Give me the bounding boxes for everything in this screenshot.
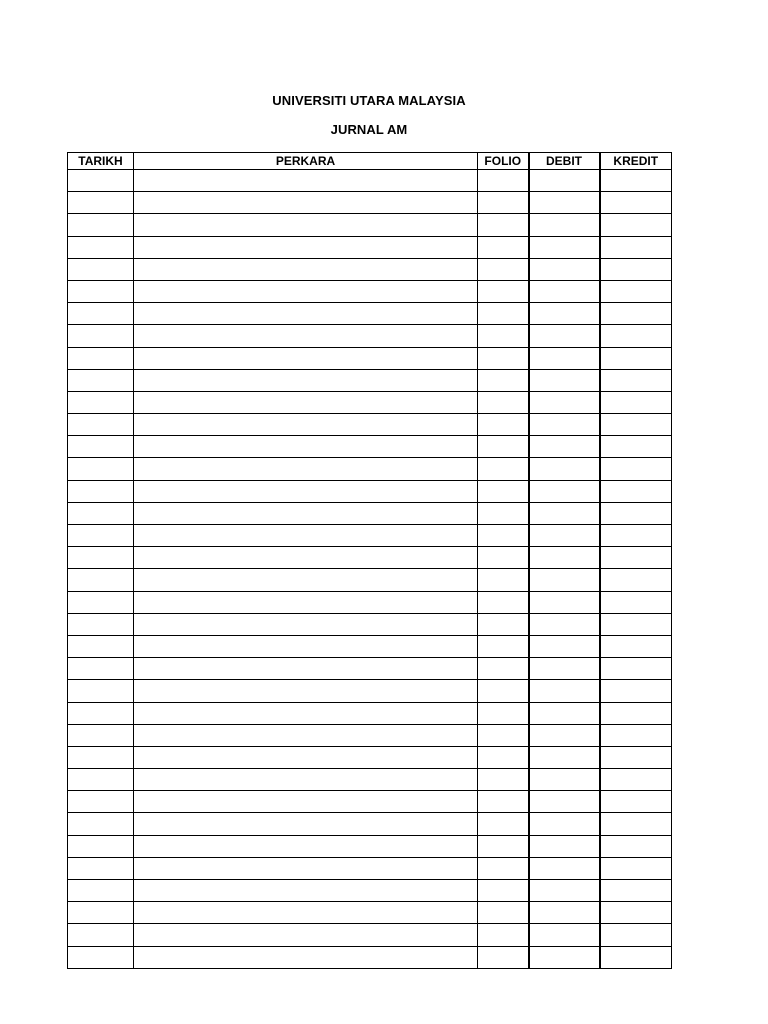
cell-kredit[interactable] <box>600 680 672 702</box>
cell-folio[interactable] <box>478 658 529 680</box>
column-header-debit: DEBIT <box>529 153 600 170</box>
cell-tarikh[interactable] <box>68 635 134 657</box>
cell-perkara[interactable] <box>134 236 478 258</box>
cell-tarikh[interactable] <box>68 391 134 413</box>
cell-debit[interactable] <box>529 170 600 192</box>
cell-debit[interactable] <box>529 414 600 436</box>
cell-folio[interactable] <box>478 835 529 857</box>
cell-perkara[interactable] <box>134 369 478 391</box>
cell-folio[interactable] <box>478 458 529 480</box>
cell-kredit[interactable] <box>600 280 672 302</box>
column-header-tarikh: TARIKH <box>68 153 134 170</box>
cell-debit[interactable] <box>529 236 600 258</box>
cell-perkara[interactable] <box>134 280 478 302</box>
cell-perkara[interactable] <box>134 946 478 968</box>
cell-tarikh[interactable] <box>68 325 134 347</box>
cell-perkara[interactable] <box>134 680 478 702</box>
cell-tarikh[interactable] <box>68 569 134 591</box>
cell-folio[interactable] <box>478 880 529 902</box>
cell-kredit[interactable] <box>600 391 672 413</box>
cell-tarikh[interactable] <box>68 436 134 458</box>
cell-debit[interactable] <box>529 347 600 369</box>
cell-perkara[interactable] <box>134 591 478 613</box>
cell-debit[interactable] <box>529 525 600 547</box>
cell-debit[interactable] <box>529 303 600 325</box>
cell-tarikh[interactable] <box>68 303 134 325</box>
column-header-kredit: KREDIT <box>600 153 672 170</box>
table-header-row <box>68 153 672 170</box>
cell-perkara[interactable] <box>134 391 478 413</box>
cell-tarikh[interactable] <box>68 835 134 857</box>
cell-tarikh[interactable] <box>68 613 134 635</box>
cell-debit[interactable] <box>529 946 600 968</box>
cell-kredit[interactable] <box>600 325 672 347</box>
table-row <box>68 724 672 746</box>
cell-kredit[interactable] <box>600 658 672 680</box>
cell-tarikh[interactable] <box>68 680 134 702</box>
cell-perkara[interactable] <box>134 414 478 436</box>
cell-tarikh[interactable] <box>68 880 134 902</box>
table-row <box>68 813 672 835</box>
cell-tarikh[interactable] <box>68 791 134 813</box>
table-row <box>68 746 672 768</box>
cell-tarikh[interactable] <box>68 170 134 192</box>
table-row <box>68 525 672 547</box>
cell-perkara[interactable] <box>134 258 478 280</box>
cell-kredit[interactable] <box>600 924 672 946</box>
cell-folio[interactable] <box>478 303 529 325</box>
cell-tarikh[interactable] <box>68 946 134 968</box>
cell-tarikh[interactable] <box>68 902 134 924</box>
cell-tarikh[interactable] <box>68 813 134 835</box>
cell-folio[interactable] <box>478 591 529 613</box>
cell-kredit[interactable] <box>600 880 672 902</box>
cell-folio[interactable] <box>478 214 529 236</box>
cell-kredit[interactable] <box>600 480 672 502</box>
cell-debit[interactable] <box>529 791 600 813</box>
cell-debit[interactable] <box>529 192 600 214</box>
cell-perkara[interactable] <box>134 902 478 924</box>
cell-kredit[interactable] <box>600 857 672 879</box>
cell-perkara[interactable] <box>134 347 478 369</box>
cell-perkara[interactable] <box>134 924 478 946</box>
cell-folio[interactable] <box>478 635 529 657</box>
cell-debit[interactable] <box>529 746 600 768</box>
cell-perkara[interactable] <box>134 702 478 724</box>
cell-tarikh[interactable] <box>68 414 134 436</box>
table-row <box>68 369 672 391</box>
cell-debit[interactable] <box>529 769 600 791</box>
cell-kredit[interactable] <box>600 458 672 480</box>
cell-debit[interactable] <box>529 214 600 236</box>
cell-debit[interactable] <box>529 658 600 680</box>
cell-folio[interactable] <box>478 791 529 813</box>
table-row <box>68 414 672 436</box>
cell-folio[interactable] <box>478 702 529 724</box>
table-row <box>68 880 672 902</box>
cell-perkara[interactable] <box>134 613 478 635</box>
cell-debit[interactable] <box>529 880 600 902</box>
cell-perkara[interactable] <box>134 880 478 902</box>
cell-kredit[interactable] <box>600 591 672 613</box>
cell-kredit[interactable] <box>600 746 672 768</box>
cell-debit[interactable] <box>529 813 600 835</box>
table-row <box>68 613 672 635</box>
table-row <box>68 214 672 236</box>
cell-tarikh[interactable] <box>68 280 134 302</box>
cell-perkara[interactable] <box>134 214 478 236</box>
cell-debit[interactable] <box>529 391 600 413</box>
cell-tarikh[interactable] <box>68 924 134 946</box>
cell-kredit[interactable] <box>600 502 672 524</box>
cell-kredit[interactable] <box>600 414 672 436</box>
cell-tarikh[interactable] <box>68 347 134 369</box>
cell-debit[interactable] <box>529 569 600 591</box>
table-row <box>68 946 672 968</box>
cell-perkara[interactable] <box>134 746 478 768</box>
cell-kredit[interactable] <box>600 369 672 391</box>
cell-folio[interactable] <box>478 280 529 302</box>
cell-perkara[interactable] <box>134 791 478 813</box>
document-title: JURNAL AM <box>330 122 408 137</box>
table-row <box>68 170 672 192</box>
table-row <box>68 702 672 724</box>
cell-folio[interactable] <box>478 525 529 547</box>
cell-perkara[interactable] <box>134 547 478 569</box>
cell-debit[interactable] <box>529 924 600 946</box>
cell-kredit[interactable] <box>600 835 672 857</box>
cell-folio[interactable] <box>478 236 529 258</box>
cell-tarikh[interactable] <box>68 658 134 680</box>
cell-perkara[interactable] <box>134 436 478 458</box>
table-row <box>68 192 672 214</box>
column-header-perkara: PERKARA <box>134 153 478 170</box>
cell-debit[interactable] <box>529 258 600 280</box>
cell-folio[interactable] <box>478 902 529 924</box>
cell-perkara[interactable] <box>134 525 478 547</box>
cell-debit[interactable] <box>529 547 600 569</box>
cell-perkara[interactable] <box>134 170 478 192</box>
cell-perkara[interactable] <box>134 724 478 746</box>
cell-tarikh[interactable] <box>68 746 134 768</box>
table-row <box>68 325 672 347</box>
cell-debit[interactable] <box>529 702 600 724</box>
cell-folio[interactable] <box>478 547 529 569</box>
table-row <box>68 547 672 569</box>
cell-tarikh[interactable] <box>68 547 134 569</box>
cell-folio[interactable] <box>478 769 529 791</box>
cell-kredit[interactable] <box>600 613 672 635</box>
cell-folio[interactable] <box>478 680 529 702</box>
cell-debit[interactable] <box>529 680 600 702</box>
cell-tarikh[interactable] <box>68 769 134 791</box>
table-row <box>68 658 672 680</box>
cell-tarikh[interactable] <box>68 458 134 480</box>
cell-kredit[interactable] <box>600 946 672 968</box>
table-row <box>68 436 672 458</box>
cell-folio[interactable] <box>478 414 529 436</box>
table-row <box>68 258 672 280</box>
cell-kredit[interactable] <box>600 813 672 835</box>
table-row <box>68 569 672 591</box>
cell-kredit[interactable] <box>600 170 672 192</box>
cell-kredit[interactable] <box>600 769 672 791</box>
cell-tarikh[interactable] <box>68 525 134 547</box>
cell-perkara[interactable] <box>134 303 478 325</box>
cell-folio[interactable] <box>478 170 529 192</box>
cell-tarikh[interactable] <box>68 502 134 524</box>
cell-folio[interactable] <box>478 436 529 458</box>
table-row <box>68 502 672 524</box>
column-header-folio: FOLIO <box>478 153 529 170</box>
cell-folio[interactable] <box>478 192 529 214</box>
cell-folio[interactable] <box>478 391 529 413</box>
cell-tarikh[interactable] <box>68 214 134 236</box>
cell-tarikh[interactable] <box>68 591 134 613</box>
cell-debit[interactable] <box>529 480 600 502</box>
table-row <box>68 902 672 924</box>
organization-title: UNIVERSITI UTARA MALAYSIA <box>272 93 466 108</box>
cell-kredit[interactable] <box>600 258 672 280</box>
cell-kredit[interactable] <box>600 214 672 236</box>
table-row <box>68 924 672 946</box>
cell-debit[interactable] <box>529 613 600 635</box>
cell-kredit[interactable] <box>600 547 672 569</box>
table-row <box>68 591 672 613</box>
cell-debit[interactable] <box>529 591 600 613</box>
table-row <box>68 303 672 325</box>
cell-perkara[interactable] <box>134 635 478 657</box>
cell-folio[interactable] <box>478 480 529 502</box>
cell-perkara[interactable] <box>134 769 478 791</box>
cell-debit[interactable] <box>529 857 600 879</box>
cell-kredit[interactable] <box>600 347 672 369</box>
cell-debit[interactable] <box>529 436 600 458</box>
cell-perkara[interactable] <box>134 569 478 591</box>
cell-kredit[interactable] <box>600 724 672 746</box>
table-row <box>68 835 672 857</box>
table-row <box>68 391 672 413</box>
cell-debit[interactable] <box>529 635 600 657</box>
cell-folio[interactable] <box>478 502 529 524</box>
cell-folio[interactable] <box>478 325 529 347</box>
table-row <box>68 480 672 502</box>
cell-tarikh[interactable] <box>68 192 134 214</box>
cell-tarikh[interactable] <box>68 702 134 724</box>
cell-kredit[interactable] <box>600 525 672 547</box>
table-row <box>68 791 672 813</box>
cell-perkara[interactable] <box>134 325 478 347</box>
journal-body <box>68 170 672 969</box>
cell-folio[interactable] <box>478 857 529 879</box>
table-row <box>68 458 672 480</box>
cell-folio[interactable] <box>478 613 529 635</box>
cell-kredit[interactable] <box>600 635 672 657</box>
cell-kredit[interactable] <box>600 236 672 258</box>
cell-tarikh[interactable] <box>68 258 134 280</box>
cell-tarikh[interactable] <box>68 236 134 258</box>
cell-debit[interactable] <box>529 325 600 347</box>
cell-folio[interactable] <box>478 724 529 746</box>
cell-perkara[interactable] <box>134 480 478 502</box>
table-row <box>68 280 672 302</box>
cell-debit[interactable] <box>529 724 600 746</box>
cell-debit[interactable] <box>529 835 600 857</box>
cell-folio[interactable] <box>478 369 529 391</box>
cell-perkara[interactable] <box>134 502 478 524</box>
cell-folio[interactable] <box>478 746 529 768</box>
cell-debit[interactable] <box>529 280 600 302</box>
cell-kredit[interactable] <box>600 436 672 458</box>
cell-perkara[interactable] <box>134 857 478 879</box>
cell-tarikh[interactable] <box>68 480 134 502</box>
cell-tarikh[interactable] <box>68 857 134 879</box>
cell-perkara[interactable] <box>134 458 478 480</box>
cell-kredit[interactable] <box>600 569 672 591</box>
table-row <box>68 857 672 879</box>
table-row <box>68 635 672 657</box>
cell-folio[interactable] <box>478 258 529 280</box>
cell-folio[interactable] <box>478 924 529 946</box>
cell-perkara[interactable] <box>134 192 478 214</box>
cell-debit[interactable] <box>529 902 600 924</box>
cell-kredit[interactable] <box>600 902 672 924</box>
cell-debit[interactable] <box>529 369 600 391</box>
cell-folio[interactable] <box>478 946 529 968</box>
cell-perkara[interactable] <box>134 813 478 835</box>
cell-debit[interactable] <box>529 458 600 480</box>
table-row <box>68 236 672 258</box>
cell-folio[interactable] <box>478 813 529 835</box>
cell-folio[interactable] <box>478 347 529 369</box>
cell-perkara[interactable] <box>134 658 478 680</box>
table-row <box>68 347 672 369</box>
cell-kredit[interactable] <box>600 303 672 325</box>
table-row <box>68 680 672 702</box>
cell-kredit[interactable] <box>600 192 672 214</box>
journal-table <box>67 152 672 969</box>
cell-kredit[interactable] <box>600 702 672 724</box>
cell-tarikh[interactable] <box>68 369 134 391</box>
cell-kredit[interactable] <box>600 791 672 813</box>
cell-debit[interactable] <box>529 502 600 524</box>
table-row <box>68 769 672 791</box>
cell-tarikh[interactable] <box>68 724 134 746</box>
cell-perkara[interactable] <box>134 835 478 857</box>
cell-folio[interactable] <box>478 569 529 591</box>
